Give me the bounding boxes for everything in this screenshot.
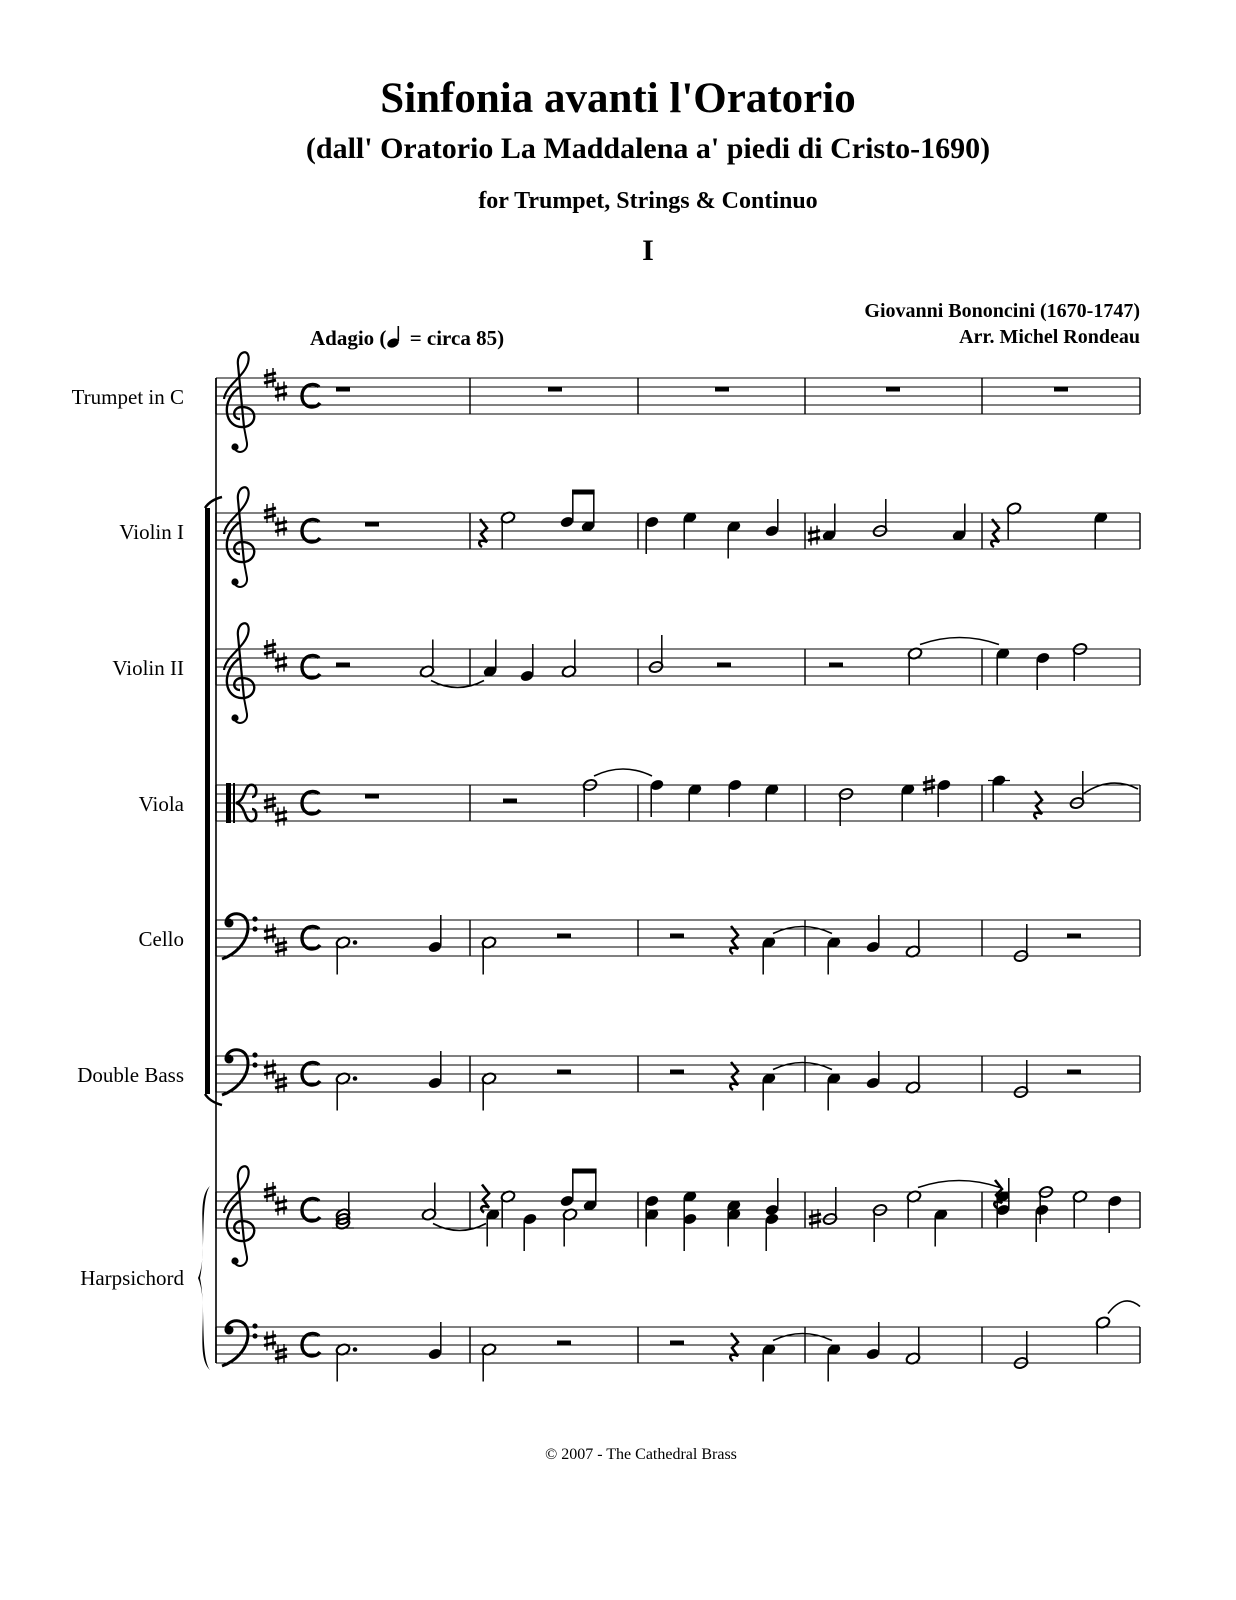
tie [594,769,652,776]
tie [433,1224,486,1231]
label-cello: Cello [138,927,184,951]
staff-viola [216,769,1140,827]
key-sharp-c [275,1196,287,1216]
quarter-rest [481,1185,489,1213]
treble-clef-icon [224,352,254,452]
key-sharp-c [275,517,287,537]
half-rest [670,934,684,939]
strings-bracket [205,508,210,1094]
whole-rest [1054,387,1068,392]
tie [918,1181,1000,1188]
whole-rest [365,794,379,799]
tie [773,1334,832,1341]
key-sharp-f [264,1060,276,1080]
quarter-rest [730,1333,738,1361]
whole-rest [336,387,350,392]
staff-violin-2 [216,623,1140,723]
label-double-bass: Double Bass [77,1063,184,1087]
key-sharp-c [275,807,287,827]
half-rest [336,663,350,668]
quarter-rest [479,519,487,547]
whole-rest [715,387,729,392]
tie [773,1063,832,1070]
label-trumpet: Trumpet in C [71,385,184,409]
treble-clef-icon [224,1166,254,1266]
system-brackets [198,378,222,1370]
whole-rest [365,522,379,527]
label-violin-1: Violin I [119,520,184,544]
whole-rest [548,387,562,392]
tie [1108,1301,1140,1314]
movement-number: I [642,234,654,267]
staff-harpsichord-right [216,1166,1140,1266]
quarter-rest [730,926,738,954]
tie [920,638,999,645]
key-sharp-f [264,924,276,944]
key-sharp-c [275,653,287,673]
whole-rest [886,387,900,392]
label-violin-2: Violin II [112,656,184,680]
keyboard-brace [198,1186,210,1370]
quarter-rest [730,1062,738,1090]
key-sharp-c [275,382,287,402]
half-rest [1067,1070,1081,1075]
staff-cello [216,914,1140,975]
key-sharp-f [264,1331,276,1351]
instrumentation-line: for Trumpet, Strings & Continuo [478,188,818,214]
staff-trumpet [216,352,1140,452]
score-subtitle: (dall' Oratorio La Maddalena a' piedi di Cristo-1690) [305,132,991,165]
quarter-rest [991,519,999,547]
half-rest [670,1341,684,1346]
half-rest [503,799,517,804]
copyright-notice: © 2007 - The Cathedral Brass [545,1446,737,1463]
augmentation-dot [353,940,358,945]
half-rest [557,1070,571,1075]
arranger-name: Arr. Michel Rondeau [959,326,1140,348]
tempo-prefix: Adagio ( [310,326,387,350]
tempo-suffix: = circa 85) [404,326,505,350]
half-rest [717,663,731,668]
half-rest [829,663,843,668]
bracket-hook [205,497,222,508]
augmentation-dot [353,1347,358,1352]
treble-clef-icon [224,487,254,587]
staff-harpsichord-left [216,1301,1140,1382]
half-rest [557,934,571,939]
half-rest [557,1341,571,1346]
staff-violin-1 [216,487,1140,587]
treble-clef-icon [224,623,254,723]
tie [773,927,832,934]
half-rest [670,1070,684,1075]
half-rest [1067,934,1081,939]
tie [431,681,484,688]
augmentation-dot [353,1076,358,1081]
label-harpsichord: Harpsichord [80,1266,184,1290]
quarter-rest [1034,791,1042,819]
bracket-hook [205,1094,222,1105]
sharp-accidental [808,526,820,546]
score-title: Sinfonia avanti l'Oratorio [380,75,856,122]
composer-name: Giovanni Bononcini (1670-1747) [864,300,1140,322]
staff-double-bass [216,1050,1140,1111]
label-viola: Viola [138,792,184,816]
